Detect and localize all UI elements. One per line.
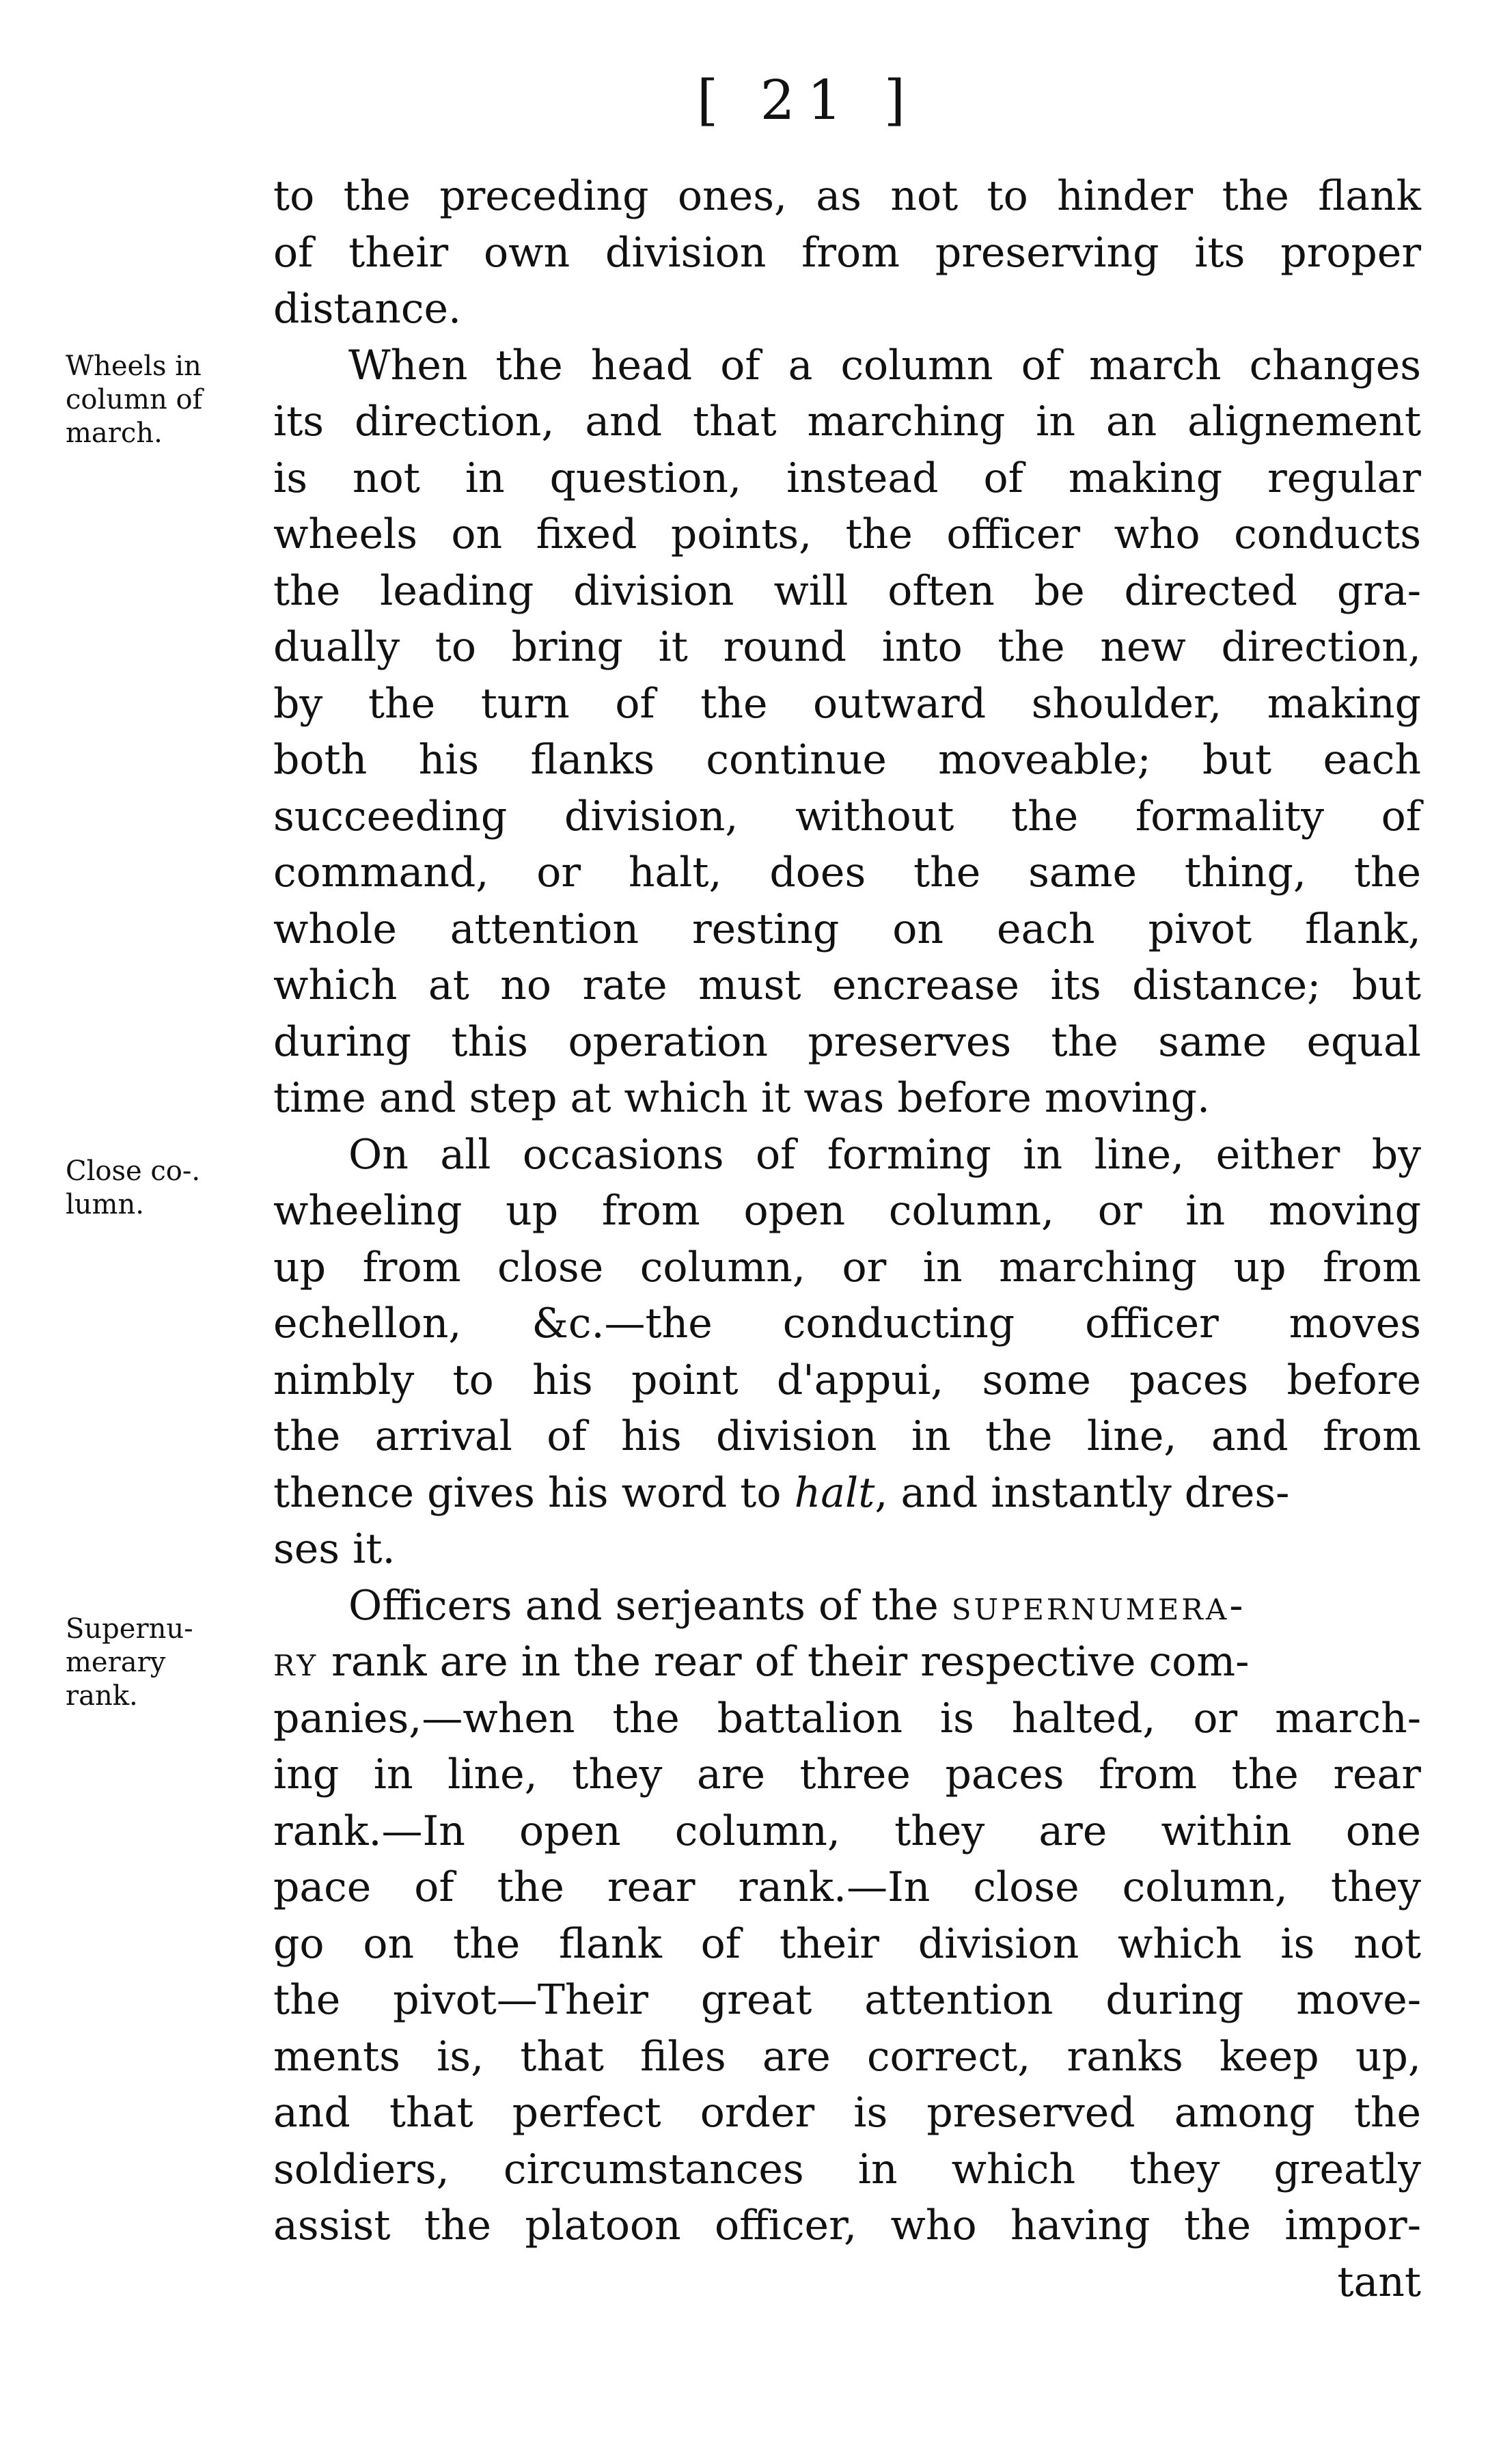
text-line: of their own division from preserving its proper <box>273 228 1421 277</box>
text-line: pace of the rear rank.—In close column, they <box>273 1863 1421 1911</box>
text-line: nimbly to his point d'appui, some paces before <box>273 1356 1421 1404</box>
text-line: and that perfect order is preserved among the <box>273 2089 1421 2137</box>
text-run: rank are in the rear of their respective com- <box>318 1638 1250 1686</box>
text-line: wheels on fixed points, the officer who conducts <box>273 510 1421 558</box>
text-line: When the head of a column of march changes <box>348 341 1421 389</box>
text-line: dually to bring it round into the new direction, <box>273 623 1421 671</box>
text-line: ments is, that files are correct, ranks keep up, <box>273 2032 1421 2081</box>
text-run: thence gives his word to <box>273 1468 795 1517</box>
text-line: whole attention resting on each pivot flank, <box>273 905 1421 953</box>
text-line: command, or halt, does the same thing, the <box>273 849 1421 896</box>
text-line: go on the flank of their division which is not <box>273 1919 1421 1968</box>
italic-word: halt <box>794 1468 875 1517</box>
text-run: Officers and serjeants of the <box>348 1581 952 1630</box>
text-line: during this operation preserves the same equal <box>273 1017 1421 1066</box>
margin-note-wheels <box>66 350 264 450</box>
text-line: the pivot—Their great attention during move- <box>273 1976 1421 2024</box>
text-line: On all occasions of forming in line, either by <box>348 1130 1421 1179</box>
text-line <box>273 1578 1421 1634</box>
text-line: panies,—when the battalion is halted, or march- <box>273 1694 1421 1742</box>
text-line: up from close column, or in marching up from <box>273 1243 1421 1291</box>
margin-note-line: Supernu- <box>66 1613 193 1645</box>
text-line: echellon, &c.—the conducting officer moves <box>273 1300 1421 1347</box>
text-line: both his flanks continue moveable; but each <box>273 736 1421 784</box>
margin-note-line: merary <box>66 1647 166 1678</box>
text-line: ing in line, they are three paces from the rear <box>273 1751 1421 1798</box>
text-line: to the preceding ones, as not to hinder the flank <box>273 172 1421 220</box>
text-line <box>273 1465 1421 1522</box>
text-line: ses it. <box>273 1525 396 1573</box>
text-line: time and step at which it was before moving. <box>273 1074 1211 1122</box>
body-text <box>273 168 1421 2310</box>
margin-note-line: rank. <box>66 1680 138 1712</box>
margin-note-line: Close co-. <box>66 1155 201 1187</box>
text-line: succeeding division, without the formality of <box>273 792 1421 840</box>
text-line: assist the platoon officer, who having the impor- <box>273 2202 1421 2249</box>
text-line: soldiers, circumstances in which they greatly <box>273 2145 1421 2193</box>
margin-note-line: column of <box>66 384 203 415</box>
margin-note-line: lumn. <box>66 1189 144 1220</box>
text-line: which at no rate must encrease its distance; but <box>273 961 1421 1009</box>
text-line: the arrival of his division in the line, and from <box>273 1412 1421 1460</box>
text-line: wheeling up from open column, or in moving <box>273 1187 1421 1235</box>
text-line <box>273 1634 1421 1690</box>
margin-note-line: march. <box>66 417 163 449</box>
catchword: tant <box>1337 2258 1421 2306</box>
margin-note-line: Wheels in <box>66 351 202 382</box>
text-line: is not in question, instead of making regular <box>273 454 1421 502</box>
small-caps-word: ry <box>273 1638 319 1686</box>
text-line: its direction, and that marching in an alignement <box>273 398 1421 446</box>
text-line: distance. <box>273 285 462 333</box>
text-line: rank.—In open column, they are within one <box>273 1807 1421 1855</box>
small-caps-word: supernumera- <box>951 1581 1246 1630</box>
margin-note-supernumerary <box>66 1613 264 1713</box>
text-run: , and instantly dres- <box>875 1468 1290 1517</box>
page-number: [ 21 ] <box>697 68 918 132</box>
text-line: the leading division will often be directed gra- <box>273 566 1421 615</box>
text-line: by the turn of the outward shoulder, making <box>273 679 1421 728</box>
margin-note-close-column <box>66 1155 264 1222</box>
